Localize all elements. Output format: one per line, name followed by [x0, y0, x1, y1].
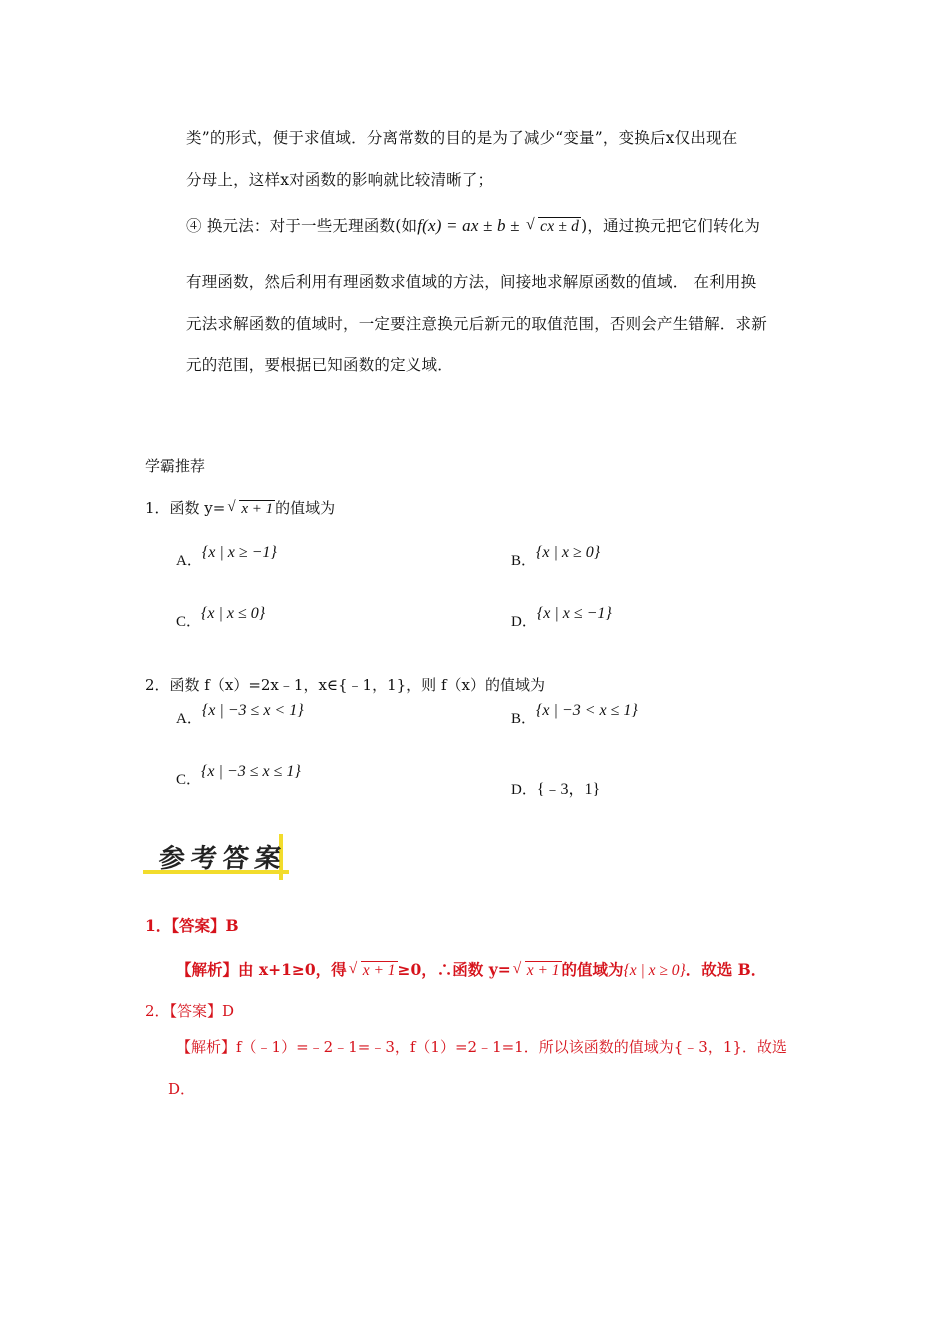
- answer-1-root-1-content: x + 1: [362, 962, 396, 979]
- option-value: {x | x ≥ 0}: [536, 544, 601, 561]
- answer-1-root-1: √ x + 1: [348, 960, 396, 979]
- formula-fx: f(x) = ax ± b ±: [417, 216, 525, 235]
- formula-root-content: cx ± d: [540, 218, 580, 235]
- option-label: A．: [176, 711, 202, 727]
- option-value: {x | x ≤ −1}: [536, 605, 612, 622]
- substitution-method-label: ④ 换元法：对于一些无理函数(如: [186, 217, 418, 235]
- option-value: {x | −3 ≤ x < 1}: [201, 702, 304, 719]
- answer-2-head: 2．【答案】D: [145, 1002, 235, 1020]
- question-1-root: √ x + 1: [227, 499, 274, 517]
- intro-line-3-suffix: )，通过换元把它们转化为: [581, 217, 761, 235]
- question-1-suffix: 的值域为: [275, 499, 336, 517]
- q1-option-b: [511, 544, 601, 570]
- answer-1-expl-suffix: ．故选 B．: [685, 960, 767, 979]
- intro-line-1: 类”的形式，便于求值域．分离常数的目的是为了减少“变量”，变换后x仅出现在: [186, 129, 738, 147]
- answer-2-explanation-line-2: D．: [168, 1080, 196, 1098]
- answer-1-set: {x | x ≥ 0}: [623, 962, 686, 979]
- answer-1-root-2-content: x + 1: [526, 962, 560, 979]
- section-title: 学霸推荐: [145, 457, 206, 475]
- answer-logo-text: 参考答案: [157, 844, 289, 874]
- option-label: C．: [176, 614, 202, 630]
- answer-1-root-2: √ x + 1: [512, 960, 560, 979]
- intro-line-5: 元法求解函数的值域时，一定要注意换元后新元的取值范围，否则会产生错解．求新: [186, 315, 767, 333]
- answer-1-expl-mid2: 的值域为: [561, 960, 624, 979]
- option-label: A．: [176, 553, 202, 569]
- q1-option-d: [511, 605, 612, 631]
- intro-line-6: 元的范围，要根据已知函数的定义域．: [186, 356, 453, 374]
- intro-line-4: 有理函数，然后利用有理函数求值域的方法，间接地求解原函数的值域． 在利用换: [186, 273, 757, 291]
- option-value: {x | −3 ≤ x ≤ 1}: [201, 763, 301, 780]
- question-1-prefix: 1．函数 y=: [145, 499, 226, 517]
- option-label: D．: [511, 782, 537, 798]
- option-value: {﹣3，1}: [536, 781, 601, 798]
- answer-1-explanation: [176, 958, 766, 980]
- question-1-stem: [145, 497, 335, 518]
- option-label: B．: [511, 553, 537, 569]
- question-2-stem: 2．函数 f（x）=2x﹣1，x∈{﹣1，1}，则 f（x）的值域为: [145, 676, 545, 694]
- answer-1-expl-prefix: 【解析】由 x+1≥0，得: [176, 960, 347, 979]
- answer-logo: [143, 834, 289, 880]
- q2-option-a: [176, 702, 304, 728]
- option-label: C．: [176, 772, 202, 788]
- q2-option-c: [176, 763, 301, 789]
- option-value: {x | x ≥ −1}: [201, 544, 277, 561]
- q1-option-a: [176, 544, 277, 570]
- q1-option-c: [176, 605, 266, 631]
- option-value: {x | −3 < x ≤ 1}: [536, 702, 638, 719]
- option-value: {x | x ≤ 0}: [201, 605, 266, 622]
- question-1-root-content: x + 1: [241, 501, 274, 517]
- answer-1-head: 1．【答案】B: [145, 916, 239, 935]
- intro-line-2: 分母上，这样x对函数的影响就比较清晰了；: [186, 171, 494, 189]
- intro-line-3: [186, 214, 760, 236]
- option-label: D．: [511, 614, 537, 630]
- answer-2-explanation-line-1: 【解析】f（﹣1）=﹣2﹣1=﹣3，f（1）=2﹣1=1．所以该函数的值域为{﹣3，1}．故选: [176, 1038, 787, 1056]
- formula-root: √ cx ± d: [526, 216, 580, 235]
- q2-option-b: [511, 702, 638, 728]
- q2-option-d: [511, 776, 600, 799]
- answer-1-expl-mid: ≥0，∴函数 y=: [397, 960, 511, 979]
- option-label: B．: [511, 711, 537, 727]
